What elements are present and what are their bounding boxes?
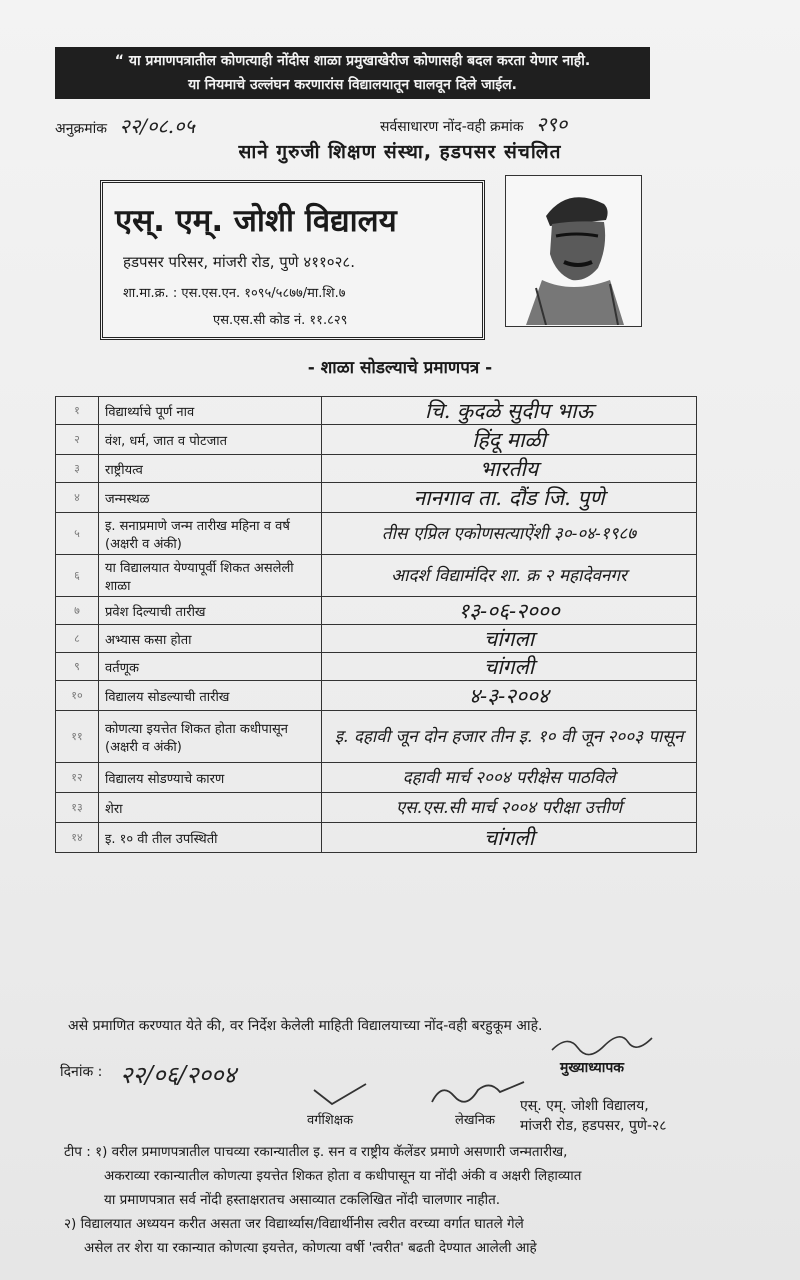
row-number: १० [56, 681, 99, 711]
warning-banner [55, 47, 650, 99]
row-number: ३ [56, 455, 99, 483]
row-label: वर्तणूक [99, 653, 322, 681]
row-value: आदर्श विद्यामंदिर शा. क्र २ महादेवनगर [322, 555, 697, 597]
row-number: ४ [56, 483, 99, 513]
row-number: ९ [56, 653, 99, 681]
founder-portrait [505, 175, 642, 327]
row-label: अभ्यास कसा होता [99, 625, 322, 653]
table-row [56, 597, 697, 625]
school-stamp-line-2: मांजरी रोड, हडपसर, पुणे-२८ [520, 1118, 667, 1134]
school-registration: शा.मा.क्र. : एस.एस.एन. १०९५/५८७७/मा.शि.७ [123, 286, 346, 301]
row-label: विद्यालय सोडण्याचे कारण [99, 763, 322, 793]
table-row [56, 397, 697, 425]
row-value: तीस एप्रिल एकोणसत्याऐंशी ३०-०४-१९८७ [322, 513, 697, 555]
row-label: कोणत्या इयत्तेत शिकत होता कधीपासून (अक्षरी व अंकी) [99, 711, 322, 763]
note-line: टीप : १) वरील प्रमाणपत्रातील पाचव्या रकान्यातील इ. सन व राष्ट्रीय कॅलेंडर प्रमाणे असणारी जन्मतारीख, [64, 1144, 568, 1160]
table-row [56, 823, 697, 853]
clerk-signature [428, 1072, 528, 1112]
table-row [56, 711, 697, 763]
note-line: २) विद्यालयात अध्ययन करीत असता जर विद्यार्थ्यास/विद्यार्थीनीस त्वरीत वरच्या वर्गात घातले गेले [64, 1216, 524, 1232]
row-value: चांगली [322, 653, 697, 681]
row-number: ७ [56, 597, 99, 625]
row-number: ६ [56, 555, 99, 597]
note-line: अकराव्या रकान्यातील कोणत्या इयत्तेत शिकत होता व कधीपासून या नोंदी अंकी व अक्षरी लिहाव्यात [104, 1168, 582, 1184]
serial-number [55, 112, 195, 139]
row-number: २ [56, 425, 99, 455]
row-label: जन्मस्थळ [99, 483, 322, 513]
ssc-code: एस.एस.सी कोड नं. ११.८२९ [213, 313, 348, 328]
declaration-text: असे प्रमाणित करण्यात येते की, वर निर्देश केलेली माहिती विद्यालयाच्या नोंद-वही बरहुकूम आहे. [68, 1018, 543, 1034]
certificate-title: - शाळा सोडल्याचे प्रमाणपत्र - [307, 358, 493, 378]
portrait-illustration [506, 176, 640, 325]
table-row [56, 455, 697, 483]
row-number: ५ [56, 513, 99, 555]
row-value: दहावी मार्च २००४ परीक्षेस पाठविले [322, 763, 697, 793]
row-label: राष्ट्रीयत्व [99, 455, 322, 483]
class-teacher-label: वर्गशिक्षक [307, 1113, 354, 1128]
note-line: या प्रमाणपत्रात सर्व नोंदी हस्ताक्षरातच असाव्यात टकलिखित नोंदी चालणार नाहीत. [104, 1192, 501, 1208]
row-value: ४-३-२००४ [322, 681, 697, 711]
certificate-table [55, 396, 697, 853]
class-teacher-signature [310, 1078, 370, 1108]
row-label: इ. सनाप्रमाणे जन्म तारीख महिना व वर्ष (अक्षरी व अंकी) [99, 513, 322, 555]
row-label: प्रवेश दिल्याची तारीख [99, 597, 322, 625]
row-label: वंश, धर्म, जात व पोटजात [99, 425, 322, 455]
school-stamp-line-1: एस्. एम्. जोशी विद्यालय, [520, 1098, 649, 1114]
row-value: १३-०६-२००० [322, 597, 697, 625]
row-number: १३ [56, 793, 99, 823]
headmaster-signature [548, 1030, 658, 1060]
table-row [56, 681, 697, 711]
row-value: इ. दहावी जून दोन हजार तीन इ. १० वी जून २००३ पासून [322, 711, 697, 763]
table-row [56, 625, 697, 653]
date-value: २२/०६/२००४ [120, 1061, 237, 1089]
row-value: नानगाव ता. दौंड जि. पुणे [322, 483, 697, 513]
row-value: चांगला [322, 625, 697, 653]
school-address: हडपसर परिसर, मांजरी रोड, पुणे ४११०२८. [123, 253, 355, 271]
table-row [56, 653, 697, 681]
warning-line-2: या नियमाचे उल्लंघन करणारांस विद्यालयातून घालवून दिले जाईल. [188, 77, 517, 93]
row-label: शेरा [99, 793, 322, 823]
headmaster-label: मुख्याध्यापक [560, 1060, 625, 1076]
serial-value: २२/०८.०५ [119, 114, 195, 138]
clerk-label: लेखनिक [455, 1113, 496, 1128]
table-row [56, 513, 697, 555]
table-row [56, 555, 697, 597]
table-row [56, 763, 697, 793]
row-label: इ. १० वी तील उपस्थिती [99, 823, 322, 853]
register-number [380, 110, 567, 137]
table-row [56, 793, 697, 823]
notes-section [64, 1140, 744, 1260]
school-name-box [100, 180, 485, 340]
date-label: दिनांक : [60, 1064, 103, 1080]
row-number: १ [56, 397, 99, 425]
row-number: १२ [56, 763, 99, 793]
row-label: या विद्यालयात येण्यापूर्वी शिकत असलेली शाळा [99, 555, 322, 597]
row-value: हिंदू माळी [322, 425, 697, 455]
row-number: १४ [56, 823, 99, 853]
table-row [56, 425, 697, 455]
table-row [56, 483, 697, 513]
row-value: चांगली [322, 823, 697, 853]
row-value: चि. कुदळे सुदीप भाऊ [322, 397, 697, 425]
society-name: साने गुरुजी शिक्षण संस्था, हडपसर संचलित [238, 141, 562, 163]
row-label: विद्यालय सोडल्याची तारीख [99, 681, 322, 711]
row-number: ८ [56, 625, 99, 653]
register-value: २९० [536, 112, 568, 136]
register-label: सर्वसाधारण नोंद-वही क्रमांक [380, 119, 524, 135]
warning-line-1: “ या प्रमाणपत्रातील कोणत्याही नोंदीस शाळा प्रमुखाखेरीज कोणासही बदल करता येणार नाही. [114, 53, 591, 69]
row-value: भारतीय [322, 455, 697, 483]
row-label: विद्यार्थ्याचे पूर्ण नाव [99, 397, 322, 425]
note-line: असेल तर शेरा या रकान्यात कोणत्या इयत्तेत, कोणत्या वर्षी 'त्वरीत' बढती देण्यात आलेली आहे [84, 1240, 537, 1256]
row-number: ११ [56, 711, 99, 763]
serial-label: अनुक्रमांक [55, 121, 107, 137]
row-value: एस.एस.सी मार्च २००४ परीक्षा उत्तीर्ण [322, 793, 697, 823]
school-name: एस्. एम्. जोशी विद्यालय [115, 203, 397, 239]
